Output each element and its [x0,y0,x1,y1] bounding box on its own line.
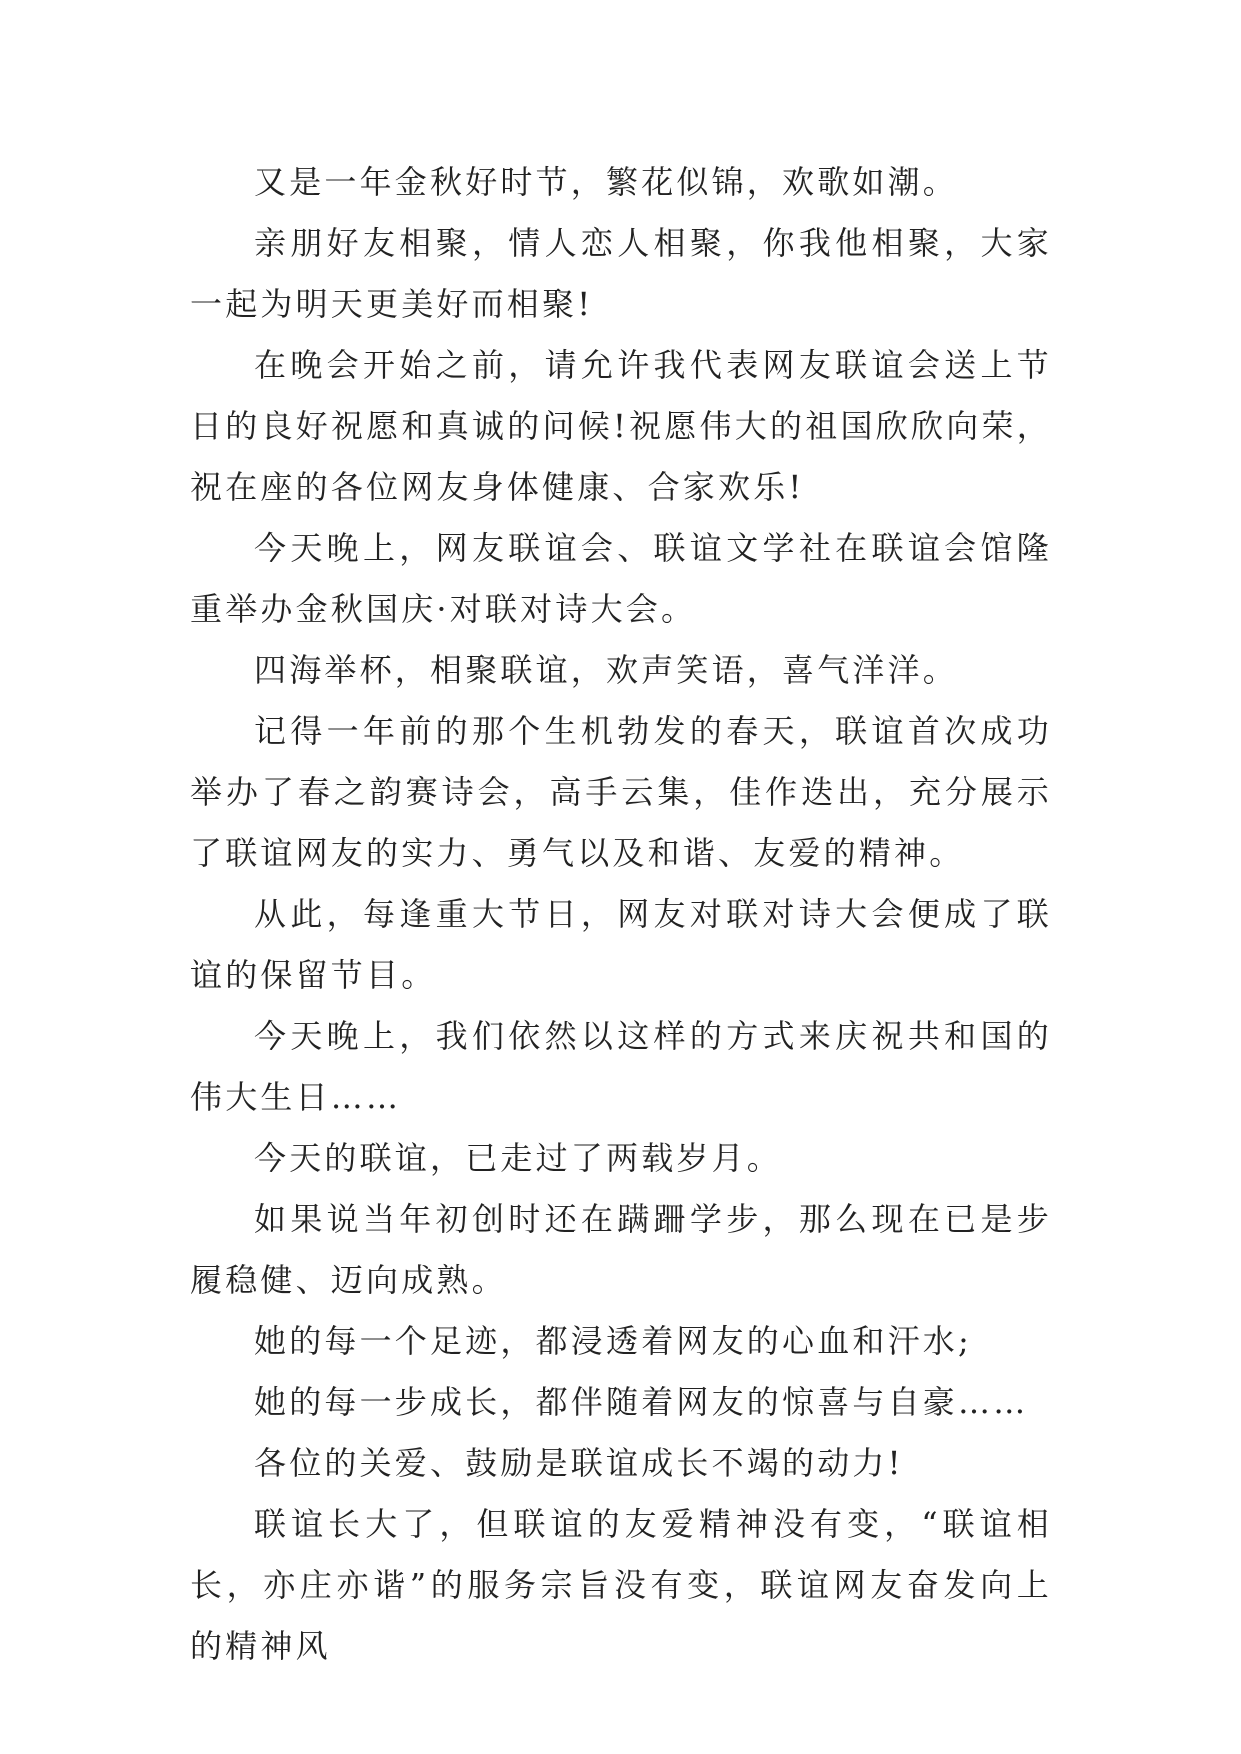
paragraph: 又是一年金秋好时节，繁花似锦，欢歌如潮。 [254,163,959,201]
paragraph: 记得一年前的那个生机勃发的春天，联谊首次成功举办了春之韵赛诗会，高手云集，佳作迭出，充分展示了联谊网友的实力、勇气以及和谐、友爱的精神。 [190,712,1052,872]
paragraph: 今天晚上，网友联谊会、联谊文学社在联谊会馆隆重举办金秋国庆·对联对诗大会。 [190,529,1052,628]
paragraph: 联谊长大了，但联谊的友爱精神没有变，“联谊相长，亦庄亦谐”的服务宗旨没有变，联谊网友奋发向上的精神风 [190,1505,1052,1665]
paragraph: 今天的联谊，已走过了两载岁月。 [254,1139,783,1177]
paragraph: 她的每一个足迹，都浸透着网友的心血和汗水; [254,1322,972,1360]
paragraph: 今天晚上，我们依然以这样的方式来庆祝共和国的伟大生日…… [190,1017,1052,1116]
paragraph: 如果说当年初创时还在蹒跚学步，那么现在已是步履稳健、迈向成熟。 [190,1200,1052,1299]
paragraph: 在晚会开始之前，请允许我代表网友联谊会送上节日的良好祝愿和真诚的问候!祝愿伟大的祖国欣欣向荣，祝在座的各位网友身体健康、合家欢乐! [190,346,1052,506]
paragraph: 四海举杯，相聚联谊，欢声笑语，喜气洋洋。 [254,651,959,689]
paragraph: 她的每一步成长，都伴随着网友的惊喜与自豪…… [254,1383,1029,1421]
paragraph: 从此，每逢重大节日，网友对联对诗大会便成了联谊的保留节目。 [190,895,1052,994]
paragraph: 亲朋好友相聚，情人恋人相聚，你我他相聚，大家一起为明天更美好而相聚! [190,224,1052,323]
paragraph: 各位的关爱、鼓励是联谊成长不竭的动力! [254,1444,904,1482]
document-body [190,152,1052,1677]
